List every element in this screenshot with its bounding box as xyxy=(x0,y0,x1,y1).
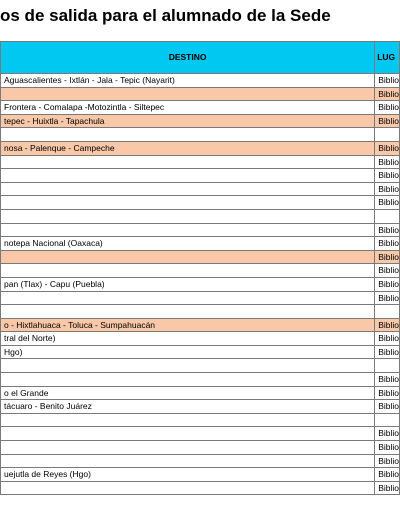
destino-cell xyxy=(1,305,375,319)
table-row xyxy=(1,400,400,414)
table-row xyxy=(1,441,400,455)
table-row xyxy=(1,101,400,115)
lugar-cell: Biblio xyxy=(375,196,400,210)
destino-cell: nosa - Palenque - Campeche xyxy=(1,141,375,155)
table-row xyxy=(1,264,400,278)
lugar-cell xyxy=(375,128,400,142)
table-row xyxy=(1,305,400,319)
destino-cell xyxy=(1,87,375,101)
lugar-cell: Biblio xyxy=(375,468,400,482)
table-row xyxy=(1,373,400,387)
destino-cell: tepec - Huixtla - Tapachula xyxy=(1,114,375,128)
lugar-cell xyxy=(375,413,400,427)
table-row xyxy=(1,169,400,183)
lugar-cell xyxy=(375,209,400,223)
lugar-cell: Biblio xyxy=(375,114,400,128)
lugar-cell: Biblio xyxy=(375,101,400,115)
lugar-cell: Biblio xyxy=(375,277,400,291)
table-row xyxy=(1,182,400,196)
table-row xyxy=(1,386,400,400)
table-row xyxy=(1,141,400,155)
destino-cell xyxy=(1,169,375,183)
table-row xyxy=(1,454,400,468)
routes-table xyxy=(0,41,400,495)
destino-cell xyxy=(1,128,375,142)
table-row xyxy=(1,223,400,237)
destino-cell xyxy=(1,413,375,427)
lugar-cell: Biblio xyxy=(375,141,400,155)
destino-cell xyxy=(1,291,375,305)
lugar-cell: Biblio xyxy=(375,441,400,455)
table-row xyxy=(1,196,400,210)
table-row xyxy=(1,128,400,142)
table-body xyxy=(1,74,400,495)
destino-cell xyxy=(1,182,375,196)
destino-cell xyxy=(1,250,375,264)
destino-cell: tácuaro - Benito Juárez xyxy=(1,400,375,414)
lugar-cell xyxy=(375,359,400,373)
destino-cell: uejutla de Reyes (Hgo) xyxy=(1,468,375,482)
header-lugar: LUG xyxy=(375,42,400,74)
destino-cell: notepa Nacional (Oaxaca) xyxy=(1,237,375,251)
lugar-cell: Biblio xyxy=(375,223,400,237)
lugar-cell: Biblio xyxy=(375,291,400,305)
lugar-cell: Biblio xyxy=(375,264,400,278)
table-row xyxy=(1,427,400,441)
table-row xyxy=(1,332,400,346)
lugar-cell: Biblio xyxy=(375,481,400,495)
destino-cell: Hgo) xyxy=(1,345,375,359)
table-row xyxy=(1,413,400,427)
table-row xyxy=(1,481,400,495)
destino-cell xyxy=(1,441,375,455)
destino-cell: o - Hixtlahuaca - Toluca - Sumpahuacán xyxy=(1,318,375,332)
header-row xyxy=(1,42,400,74)
destino-cell xyxy=(1,223,375,237)
table-row xyxy=(1,318,400,332)
destino-cell xyxy=(1,454,375,468)
destino-cell: Frontera - Comalapa -Motozintla - Siltepec xyxy=(1,101,375,115)
table-row xyxy=(1,345,400,359)
lugar-cell: Biblio xyxy=(375,155,400,169)
lugar-cell: Biblio xyxy=(375,427,400,441)
destino-cell xyxy=(1,155,375,169)
lugar-cell: Biblio xyxy=(375,169,400,183)
table-row xyxy=(1,87,400,101)
table-row xyxy=(1,250,400,264)
lugar-cell: Biblio xyxy=(375,400,400,414)
lugar-cell: Biblio xyxy=(375,386,400,400)
destino-cell: Aguascalientes - Ixtlán - Jala - Tepic (Nayarit) xyxy=(1,74,375,88)
destino-cell xyxy=(1,481,375,495)
header-destino: DESTINO xyxy=(1,42,375,74)
destino-cell xyxy=(1,427,375,441)
table-row xyxy=(1,114,400,128)
lugar-cell xyxy=(375,305,400,319)
table-row xyxy=(1,209,400,223)
lugar-cell: Biblio xyxy=(375,74,400,88)
table-row xyxy=(1,155,400,169)
lugar-cell: Biblio xyxy=(375,318,400,332)
table-row xyxy=(1,468,400,482)
table-row xyxy=(1,277,400,291)
lugar-cell: Biblio xyxy=(375,250,400,264)
destino-cell: o el Grande xyxy=(1,386,375,400)
lugar-cell: Biblio xyxy=(375,237,400,251)
destino-cell xyxy=(1,359,375,373)
table-row xyxy=(1,359,400,373)
destino-cell xyxy=(1,209,375,223)
destino-cell xyxy=(1,373,375,387)
destino-cell: pan (Tlax) - Capu (Puebla) xyxy=(1,277,375,291)
lugar-cell: Biblio xyxy=(375,182,400,196)
destino-cell: tral del Norte) xyxy=(1,332,375,346)
page-title: os de salida para el alumnado de la Sede xyxy=(0,6,331,25)
destino-cell xyxy=(1,264,375,278)
lugar-cell: Biblio xyxy=(375,373,400,387)
lugar-cell: Biblio xyxy=(375,332,400,346)
table-row xyxy=(1,237,400,251)
lugar-cell: Biblio xyxy=(375,454,400,468)
lugar-cell: Biblio xyxy=(375,87,400,101)
destino-cell xyxy=(1,196,375,210)
table-row xyxy=(1,291,400,305)
table-row xyxy=(1,74,400,88)
lugar-cell: Biblio xyxy=(375,345,400,359)
